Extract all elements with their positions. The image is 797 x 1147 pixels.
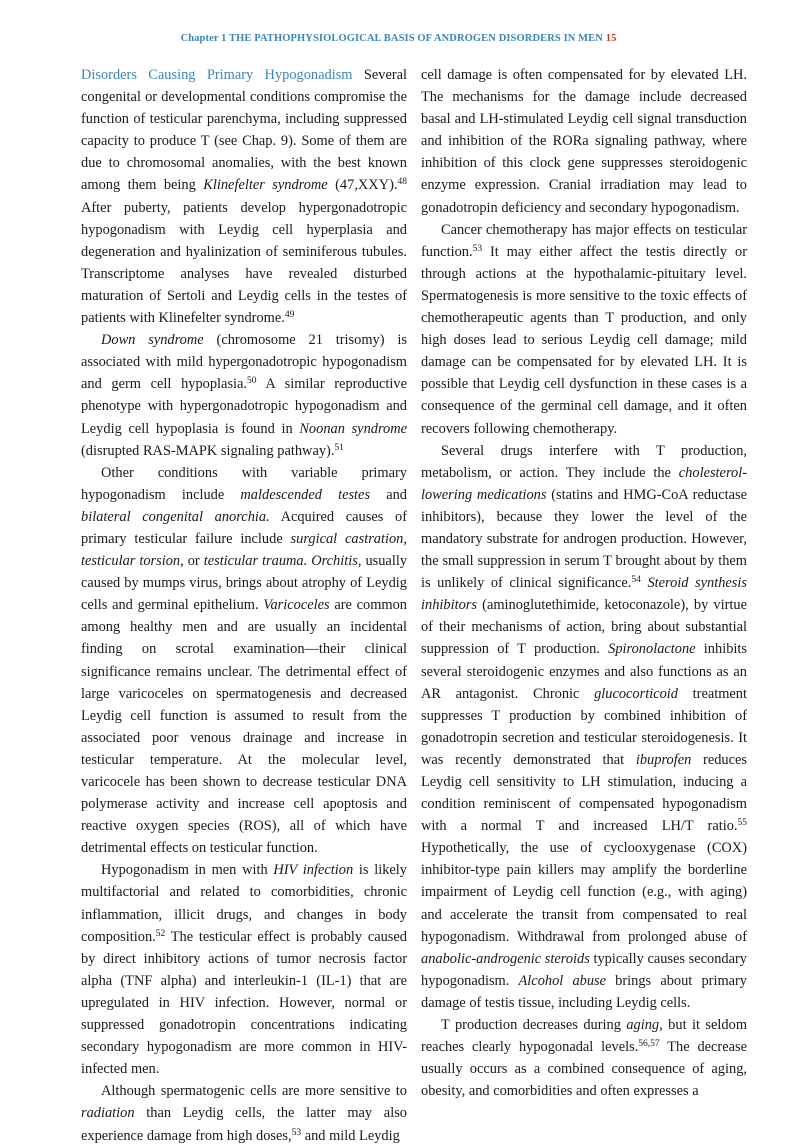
- italic-term: Down syndrome: [101, 332, 204, 349]
- text-run: reduces Leydig cell sensitivity to LH stimulation, inducing a condition reminiscent of compensated hypogonadism with a normal T and increased LH/T ratio.: [421, 751, 747, 835]
- paragraph: [421, 64, 747, 219]
- italic-term: Klinefelter syndrome: [203, 177, 328, 194]
- text-run: It may either affect the testis directly or through actions at the hypothalamic-pituitary level. Spermatogenesis is more sensitive to the toxic effects of chemotherapeutic agents than T production, and only high doses lead to serious Leydig cell damage; mild damage can be compensated for by elevated LH. It is possible that Leydig cell dysfunction in these cases is a consequence of the germinal cell damage, and it often recovers following chemotherapy.: [421, 243, 747, 437]
- text-run: (disrupted RAS-MAPK signaling pathway).: [81, 442, 335, 459]
- citation-ref: 52: [155, 928, 166, 939]
- citation-ref: 54: [631, 575, 641, 586]
- text-run: After puberty, patients develop hypergonadotropic hypogonadism with Leydig cell hyperplasia and degeneration and hyalinization of seminiferous tubules. Transcriptome analyses have revealed disturbed maturation of Sertoli and Leydig cells in the testes of patients with Klinefelter syndrome.: [81, 199, 407, 327]
- italic-term: Varicoceles: [263, 597, 330, 614]
- text-run: cell damage is often compensated for by elevated LH. The mechanisms for the damage include decreased basal and LH-stimulated Leydig cell signal transduction and inhibition of the RORa signaling pathway, where inhibition of this clock gene suppresses steroidogenic enzyme expression. Cranial irradiation may lead to gonadotropin deficiency and secondary hypogonadism.: [421, 67, 747, 216]
- left-column: [81, 64, 407, 1147]
- text-run: and mild Leydig: [301, 1127, 400, 1144]
- italic-term: Alcohol abuse: [518, 972, 607, 989]
- italic-term: surgical castration, testicular torsion,: [81, 530, 407, 570]
- text-run: brings about primary damage of testis tissue, including Leydig cells.: [421, 972, 748, 1011]
- italic-term: anabolic-androgenic steroids: [421, 950, 590, 967]
- italic-term: ibuprofen: [635, 751, 692, 768]
- text-run: Cancer chemotherapy has major effects on testicular function.: [421, 221, 747, 260]
- italic-term: HIV infection: [273, 862, 354, 879]
- section-heading: Disorders Causing Primary Hypogonadism: [81, 67, 353, 83]
- text-run: but it seldom reaches clearly hypogonadal levels.: [421, 1017, 748, 1056]
- text-run: (aminoglutethimide, ketoconazole), by virtue of their mechanisms of action, bring about substantial suppression of T production.: [421, 597, 747, 658]
- italic-term: maldescended testes: [240, 486, 371, 503]
- citation-ref: 50: [247, 376, 257, 387]
- text-run: Hypogonadism in men with: [101, 862, 274, 879]
- text-run: and: [370, 486, 407, 503]
- paragraph: [81, 1080, 407, 1146]
- citation-ref: 51: [334, 442, 344, 453]
- paragraph: [421, 219, 747, 440]
- text-run: The testicular effect is probably caused by direct inhibitory actions of tumor necrosis factor alpha (TNF alpha) and interleukin-1 (IL-1) that are upregulated in HIV infection. However, normal or suppressed gonadotropin concentrations indicating secondary hypogonadism are more common in HIV-infected men.: [81, 928, 407, 1078]
- text-run: is likely multifactorial and related to comorbidities, chronic inflammation, illicit drugs, and changes in body composition.: [81, 862, 407, 945]
- text-run: T production decreases during: [441, 1017, 627, 1034]
- text-run: inhibits several steroidogenic enzymes and also functions as an AR antagonist. Chronic: [421, 641, 747, 702]
- citation-ref: 53: [291, 1127, 302, 1138]
- citation-ref: 49: [284, 310, 295, 321]
- text-run: Other conditions with variable primary hypogonadism include: [81, 464, 407, 503]
- italic-term: bilateral congenital anorchia.: [81, 508, 270, 525]
- paragraph: [81, 859, 407, 1080]
- citation-ref: 53: [472, 243, 483, 254]
- text-run: typically causes secondary hypogonadism.: [421, 950, 747, 989]
- text-run: (statins and HMG-CoA reductase inhibitors), because they lower the level of the mandatory substrate for androgen production. However, the small suppression in serum T brought about by them is unlikely of clinical significance.: [421, 486, 747, 592]
- running-head: [0, 33, 797, 44]
- italic-term: Noonan syndrome: [299, 420, 408, 437]
- text-run: treatment suppresses T production by combined inhibition of gonadotropin secretion and testicular steroidogenesis. It was recently demonstrated that: [421, 685, 747, 768]
- citation-ref: 56,57: [638, 1039, 660, 1050]
- text-run: than Leydig cells, the latter may also experience damage from high doses,: [81, 1105, 407, 1144]
- text-run: (47,XXY).: [327, 177, 398, 194]
- citation-ref: 48: [397, 177, 407, 188]
- italic-term: glucocorticoid: [594, 685, 678, 702]
- paragraph: [421, 440, 747, 1014]
- running-head-title: Chapter 1 THE PATHOPHYSIOLOGICAL BASIS OF ANDROGEN DISORDERS IN MEN: [180, 33, 603, 44]
- paragraph: [421, 1014, 747, 1102]
- text-run: Several congenital or developmental conditions compromise the function of testicular parenchyma, including suppressed capacity to produce T (see Chap. 9). Some of them are due to chromosomal anomalies, with the best known among them being: [81, 67, 408, 194]
- text-run: Several drugs interfere with T production, metabolism, or action. They include the: [421, 442, 747, 481]
- italic-term: radiation: [81, 1105, 135, 1122]
- italic-term: Steroid synthesis inhibitors: [421, 575, 747, 614]
- text-run: usually caused by mumps virus, brings about atrophy of Leydig cells and germinal epithelium.: [81, 553, 408, 614]
- text-run: Although spermatogenic cells are more sensitive to: [101, 1083, 407, 1100]
- text-run: Acquired causes of primary testicular failure include: [81, 508, 407, 547]
- citation-ref: 55: [737, 818, 747, 829]
- text-run: The decrease usually occurs as a combined consequence of aging, obesity, and comorbidities and often expresses a: [421, 1039, 747, 1100]
- text-run: A similar reproductive phenotype with hypergonadotropic hypogonadism and Leydig cell hypoplasia is found in: [81, 376, 407, 437]
- text-run: or: [183, 553, 204, 570]
- text-run: are common among healthy men and are usually an incidental finding on scrotal examination—their clinical significance remains unclear. The detrimental effect of large varicoceles on spermatogenesis and decreased Leydig cell function is assumed to result from the associated poor venous drainage and increase in testicular temperature. At the molecular level, varicocele has been shown to decrease testicular DNA polymerase activity and increase cell apoptosis and reactive oxygen species (ROS), all of which have detrimental effects on testicular function.: [81, 597, 407, 857]
- text-run: Hypothetically, the use of cyclooxygenase (COX) inhibitor-type pain killers may amplify the borderline impairment of Leydig cell function (e.g., with aging) and accelerate the transit from compensated to real hypogonadism. Withdrawal from prolonged abuse of: [421, 840, 747, 945]
- italic-term: aging,: [626, 1017, 663, 1034]
- text-run: (chromosome 21 trisomy) is associated with mild hypergonadotropic hypogonadism and germ cell hypoplasia.: [81, 332, 407, 393]
- italic-term: Spironolactone: [608, 641, 696, 658]
- paragraph: [81, 462, 407, 860]
- paragraph: [81, 64, 407, 329]
- italic-term: cholesterol-lowering medications: [421, 464, 747, 503]
- italic-term: testicular trauma. Orchitis,: [203, 553, 362, 570]
- right-column: [421, 64, 747, 1102]
- page-number: 15: [605, 33, 617, 44]
- paragraph: [81, 329, 407, 462]
